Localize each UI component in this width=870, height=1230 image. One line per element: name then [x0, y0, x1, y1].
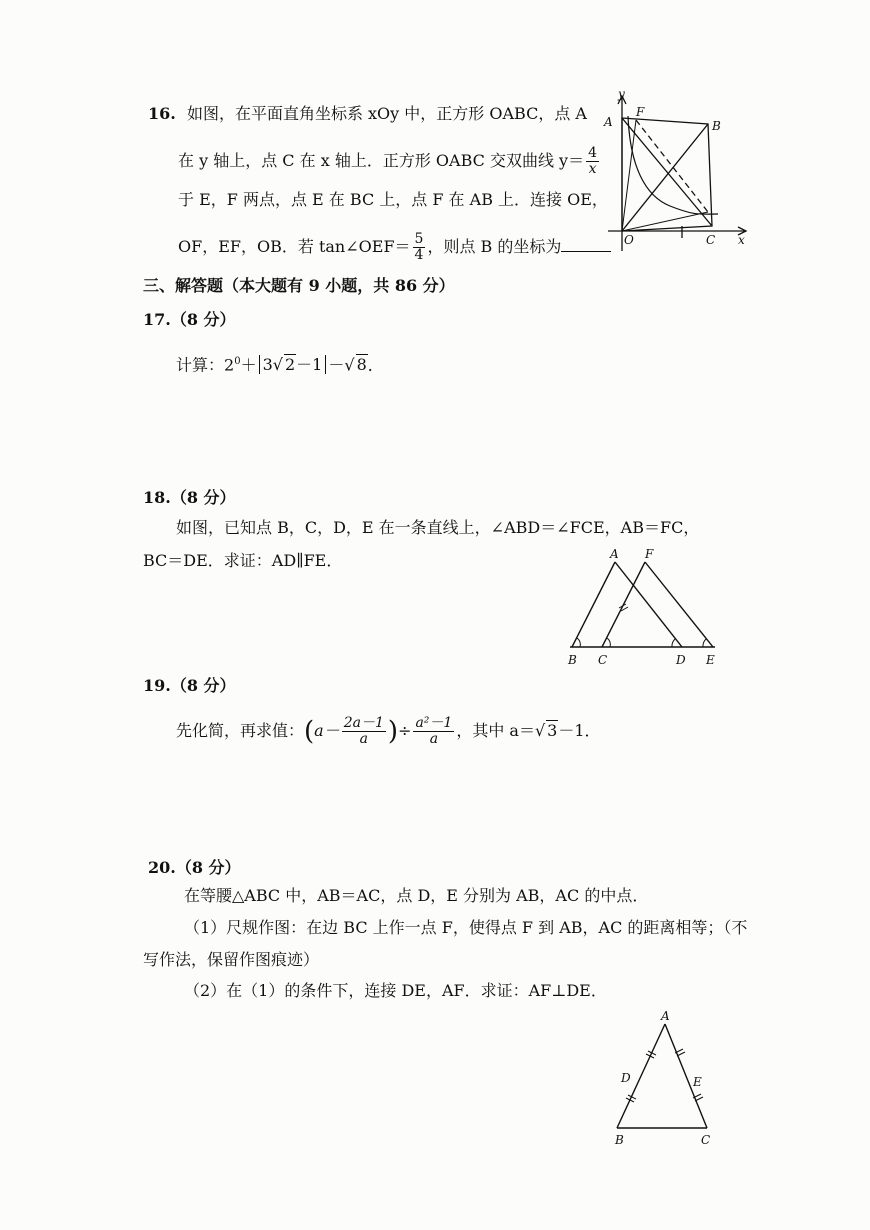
- q19-tail-end: －1．: [558, 721, 601, 740]
- q17-header: 17.（8 分）: [143, 310, 236, 329]
- q19-frac1-denominator: a: [359, 731, 368, 747]
- q20-line1: 在等腰△ABC 中，AB＝AC，点 D，E 分别为 AB，AC 的中点．: [184, 886, 649, 905]
- q16-line4-tail: ，则点 B 的坐标为: [427, 237, 562, 256]
- q16-frac1-denominator: x: [588, 161, 597, 177]
- q20-label-E: E: [693, 1075, 702, 1089]
- q19-tail: ，其中 a＝: [456, 721, 535, 740]
- q20-label-B: B: [615, 1133, 624, 1147]
- q16-fraction-5-over-4: [413, 232, 426, 263]
- q18-label-E: E: [706, 653, 715, 667]
- q16-label-C: C: [706, 233, 716, 247]
- q16-label-B: B: [712, 119, 721, 133]
- q18-header: 18.（8 分）: [143, 488, 236, 507]
- q19-left-paren: (: [304, 716, 315, 747]
- q16-frac2-denominator: 4: [414, 247, 424, 263]
- q19-header: 19.（8 分）: [143, 676, 236, 695]
- q16-line2: [178, 146, 601, 177]
- q18-line1: 如图，已知点 B，C，D，E 在一条直线上，∠ABD＝∠FCE，AB＝FC，: [176, 518, 700, 537]
- q20-line3: 写作法，保留作图痕迹）: [143, 950, 320, 969]
- q20-label-C: C: [701, 1133, 711, 1147]
- q16-line1-text: 如图，在平面直角坐标系 xOy 中，正方形 OABC，点 A: [186, 104, 587, 123]
- q16-label-F: F: [636, 105, 645, 119]
- q17-minus: －: [328, 355, 345, 375]
- q17-base: 2: [224, 355, 235, 375]
- q19-radicand: 3: [547, 721, 558, 740]
- q20-label-D: D: [621, 1071, 631, 1085]
- q20-line2: （1）尺规作图：在边 BC 上作一点 F，使得点 F 到 AB，AC 的距离相等；（不: [184, 918, 748, 937]
- q18-line2: BC＝DE．求证：AD∥FE．: [143, 551, 343, 570]
- q18-label-A: A: [610, 547, 619, 561]
- q16-coordinate-figure: [600, 86, 760, 256]
- q16-line1: [148, 104, 587, 124]
- q18-label-D: D: [676, 653, 686, 667]
- q16-frac2-numerator: 5: [414, 231, 424, 247]
- q17-abs-coefficient: 3: [262, 355, 273, 375]
- q19-frac2-numerator: a²－1: [415, 715, 453, 731]
- q19-prompt: 先化简，再求值：: [176, 721, 305, 740]
- q16-frac1-numerator: 4: [588, 145, 598, 161]
- q19-fraction-2: [413, 716, 454, 747]
- q19-frac2-denominator: a: [429, 731, 439, 747]
- q17-expression: 计算：$2^0+ 3√$ 2－1 －√ 8．: [176, 355, 384, 375]
- q18-triangles-figure: [560, 540, 725, 670]
- q16-line3: 于 E，F 两点，点 E 在 BC 上，点 F 在 AB 上．连接 OE，: [178, 190, 608, 209]
- q17-prompt: 计算：: [176, 355, 225, 375]
- q16-line4: [178, 232, 611, 263]
- q16-label-y: y: [618, 87, 625, 101]
- q20-header: 20.（8 分）: [148, 858, 241, 877]
- q16-line4-text: OF，EF，OB．若 tan∠OEF＝: [178, 237, 411, 256]
- q20-line4: （2）在（1）的条件下，连接 DE，AF．求证：AF⊥DE．: [184, 981, 607, 1000]
- q16-fraction-4-over-x: [586, 146, 599, 177]
- section3-title: 三、解答题（本大题有 9 小题，共 86 分）: [143, 276, 455, 295]
- q19-expression: 先化简，再求值：(a－ $\frac{2a-1}{a}$ )÷ $\frac{\text{a²－1}}{a}$ ，其中 a＝√ 3－1．: [176, 715, 601, 747]
- q19-fraction-1: [342, 716, 386, 747]
- q20-label-A: A: [661, 1010, 670, 1023]
- q19-right-paren: ): [387, 716, 399, 747]
- q18-label-C: C: [598, 653, 608, 667]
- q17-radicand-8: 8: [356, 355, 367, 375]
- q16-label-O: O: [624, 233, 634, 247]
- q20-isosceles-triangle-figure: [605, 1010, 720, 1150]
- q17-exponent: 0: [234, 356, 241, 367]
- q17-plus: ＋: [240, 355, 257, 375]
- q18-label-F: F: [645, 547, 654, 561]
- q17-absolute-value: 3√ 2－1: [259, 355, 327, 374]
- q16-number: 16.: [148, 104, 176, 123]
- q17-end: ．: [367, 355, 384, 375]
- q18-label-B: B: [568, 653, 577, 667]
- q16-label-x: x: [738, 233, 745, 247]
- q19-frac1-numerator: 2a－1: [343, 715, 384, 731]
- q17-abs-radicand: 2: [284, 355, 296, 375]
- q19-term-a: a－: [314, 721, 340, 740]
- q16-label-A: A: [604, 115, 613, 129]
- q16-line2-text: 在 y 轴上，点 C 在 x 轴上．正方形 OABC 交双曲线 y＝: [178, 151, 585, 170]
- q17-abs-tail: －1: [296, 355, 323, 375]
- q19-divide: ÷: [398, 721, 412, 740]
